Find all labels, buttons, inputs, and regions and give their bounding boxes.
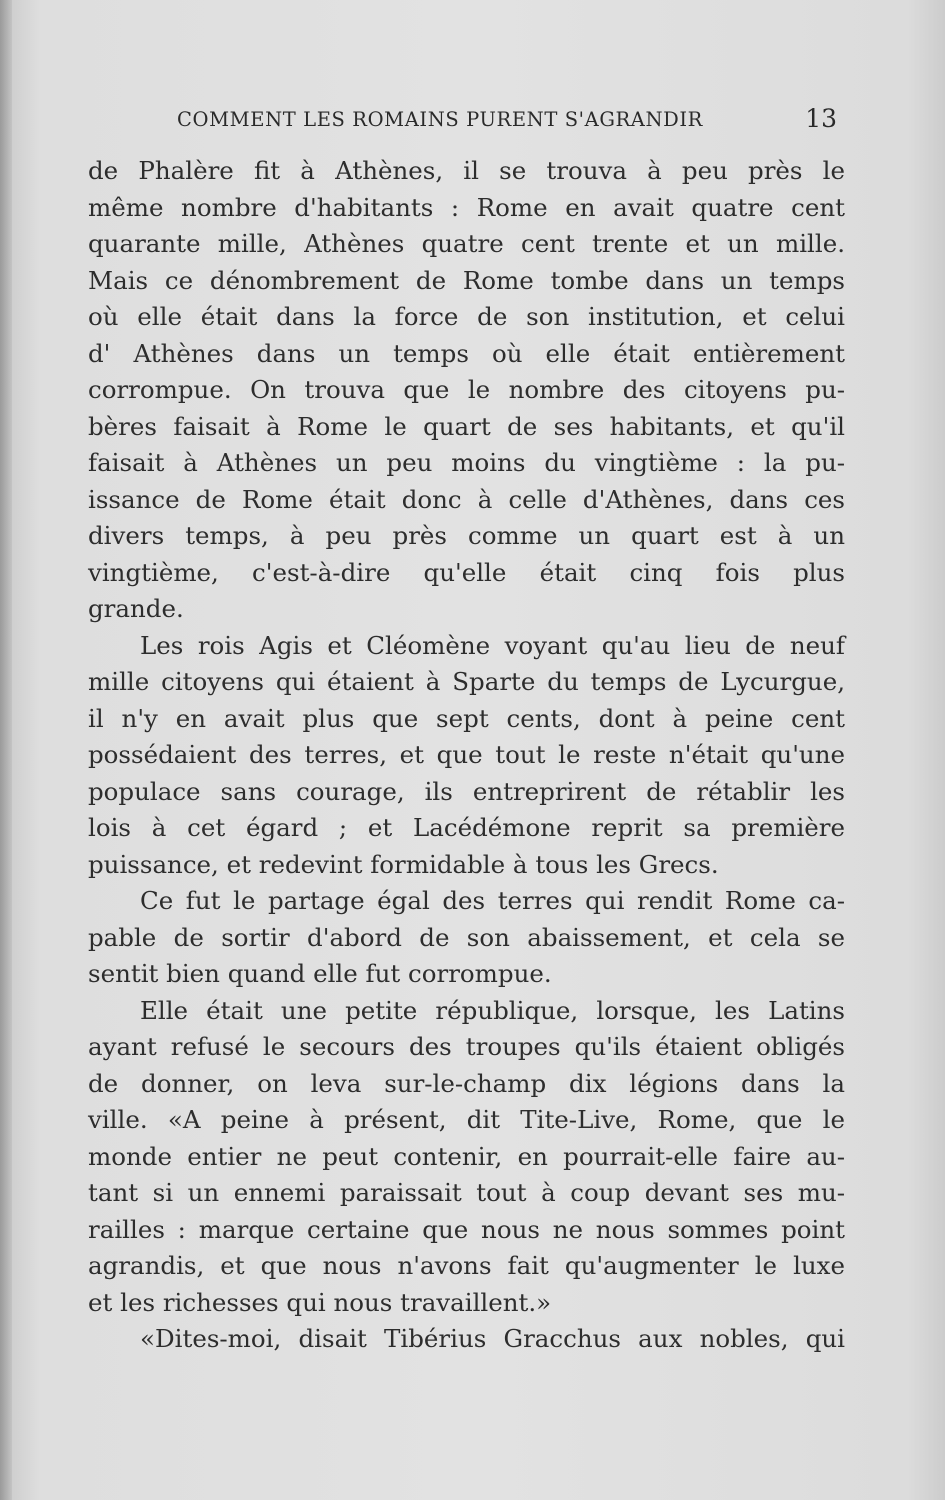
text-line: corrompue. On trouva que le nombre des citoyens pu- [88,375,845,404]
text-line: sentit bien quand elle fut corrompue. [88,959,552,988]
page-number: 13 [805,104,837,133]
text-line: Ce fut le partage égal des terres qui rendit Rome ca- [140,886,845,915]
text-line: bères faisait à Rome le quart de ses habitants, et qu'il [88,411,845,441]
text-line: divers temps, à peu près comme un quart est à un [88,521,845,550]
text-line: de donner, on leva sur-le-champ dix légions dans la [88,1068,845,1098]
text-line: agrandis, et que nous n'avons fait qu'augmenter le luxe [88,1251,845,1280]
text-line: ayant refusé le secours des troupes qu'ils étaient obligés [88,1032,845,1061]
text-line: populace sans courage, ils entreprirent de rétablir les [88,776,845,806]
text-line: où elle était dans la force de son institution, et celui [88,302,845,331]
text-line: il n'y en avait plus que sept cents, dont à peine cent [88,703,845,733]
text-line: pable de sortir d'abord de son abaissement, et cela se [88,922,845,952]
text-line: Les rois Agis et Cléomène voyant qu'au lieu de neuf [140,630,845,660]
text-line: tant si un ennemi paraissait tout à coup devant ses mu- [88,1178,845,1207]
text-line: et les richesses qui nous travaillent.» [88,1287,552,1317]
text-line: issance de Rome était donc à celle d'Athènes, dans ces [88,484,845,514]
text-line: «Dites-moi, disait Tibérius Gracchus aux nobles, qui [140,1324,845,1353]
text-line: railles : marque certaine que nous ne nous sommes point [88,1214,845,1244]
text-line: d' Athènes dans un temps où elle était entièrement [88,338,845,368]
text-line: grande. [88,594,184,623]
text-line: lois à cet égard ; et Lacédémone reprit sa première [88,813,845,842]
book-page [12,0,945,1500]
running-head [177,100,837,140]
text-line: ville. «A peine à présent, dit Tite-Live, Rome, que le [88,1105,845,1134]
page-binding-edge [0,0,12,1500]
text-line: faisait à Athènes un peu moins du vingtième : la pu- [88,448,845,477]
body-text [88,153,845,1358]
text-line: quarante mille, Athènes quatre cent trente et un mille. [88,229,845,258]
text-line: même nombre d'habitants : Rome en avait quatre cent [88,192,845,222]
text-line: possédaient des terres, et que tout le reste n'était qu'une [88,740,845,769]
text-line: vingtième, c'est-à-dire qu'elle était cinq fois plus [88,557,845,587]
text-line: Elle était une petite république, lorsque, les Latins [140,995,845,1025]
text-line: mille citoyens qui étaient à Sparte du temps de Lycurgue, [88,667,845,696]
text-line: Mais ce dénombrement de Rome tombe dans un temps [88,265,845,295]
running-title: COMMENT LES ROMAINS PURENT S'AGRANDIR [177,108,703,131]
text-line: monde entier ne peut contenir, en pourrait-elle faire au- [88,1141,845,1171]
text-line: de Phalère fit à Athènes, il se trouva à peu près le [88,156,845,185]
text-line: puissance, et redevint formidable à tous les Grecs. [88,849,719,879]
